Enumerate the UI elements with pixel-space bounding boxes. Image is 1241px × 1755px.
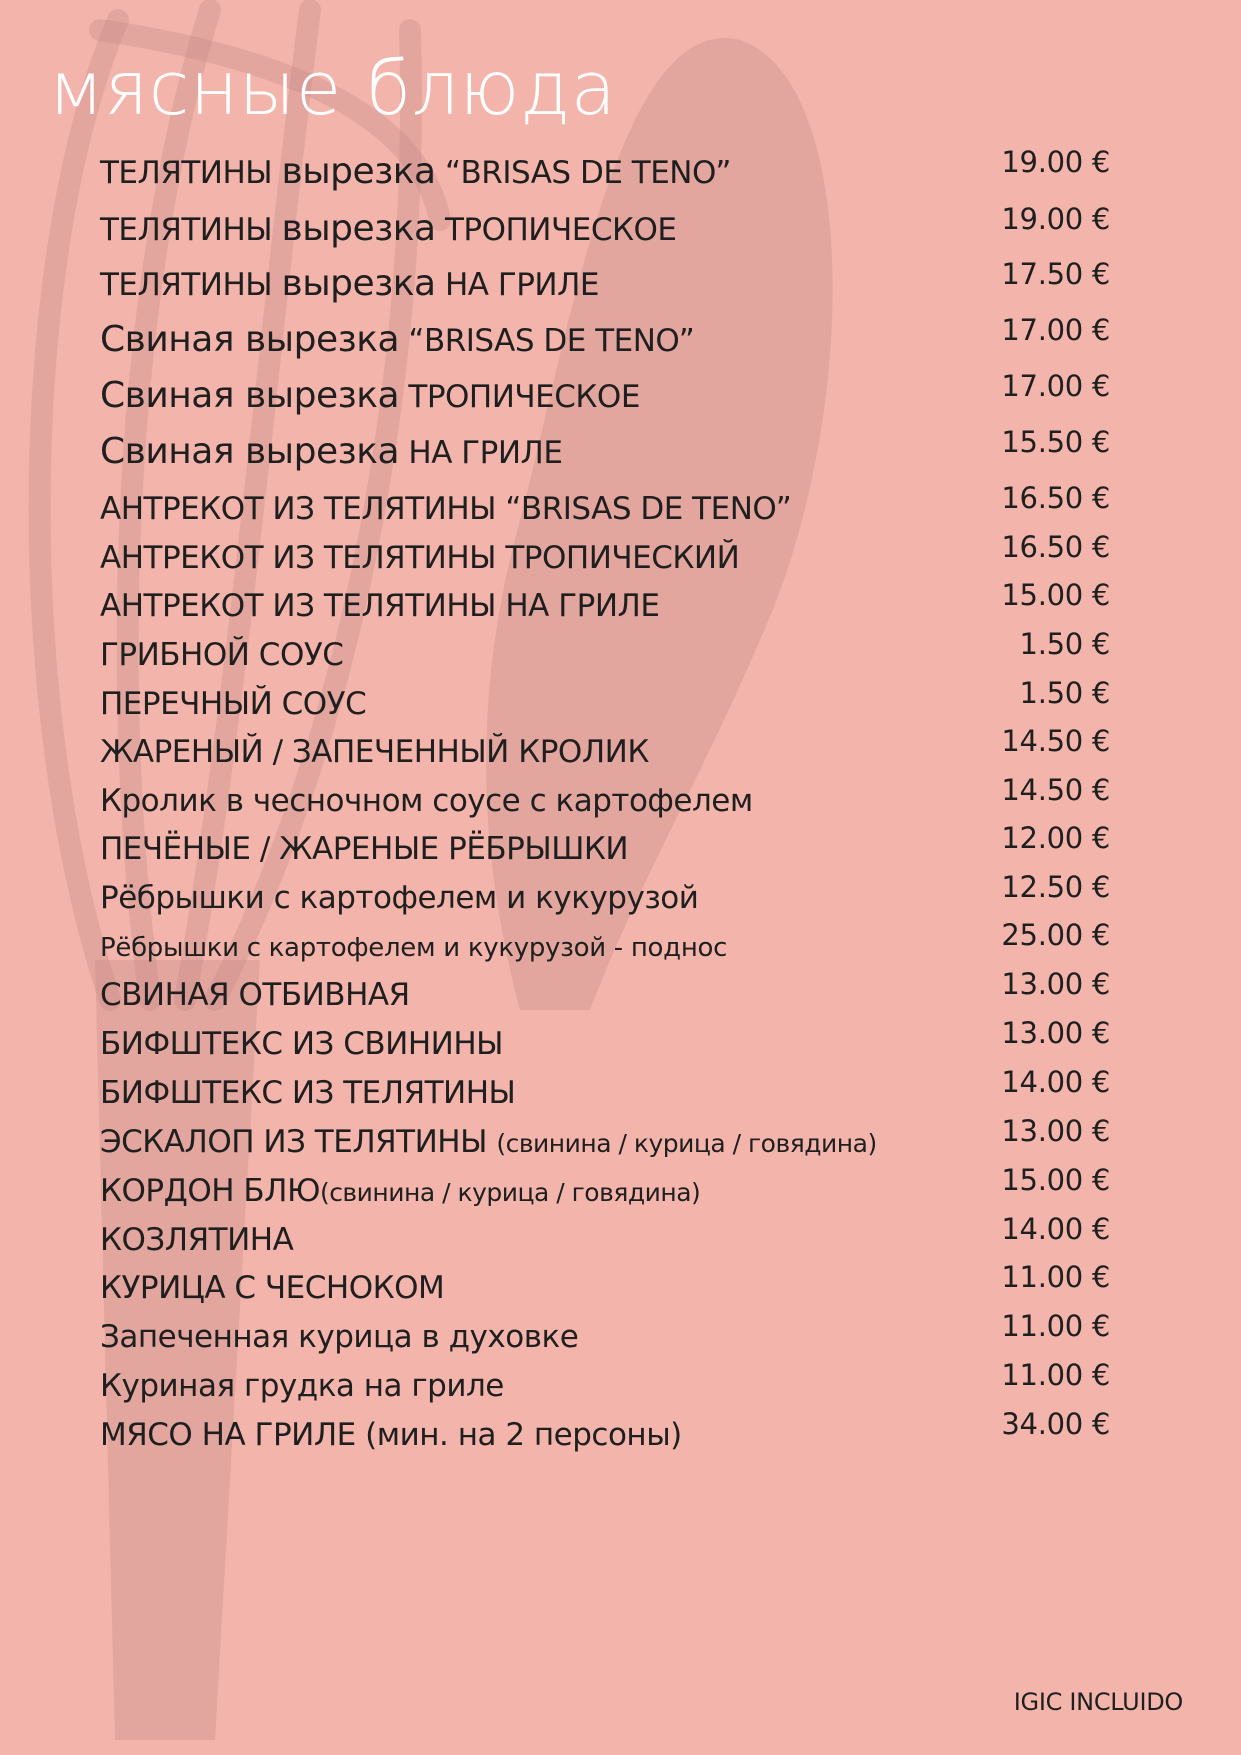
dish-name-part: Свиная вырезка <box>100 375 400 416</box>
dish-name-part: НА ГРИЛЕ <box>435 267 600 303</box>
menu-item <box>100 1163 1110 1216</box>
dish-name-part: Свиная вырезка <box>100 319 400 360</box>
menu-item <box>100 1407 1110 1460</box>
dish-name <box>100 1416 682 1452</box>
dish-name-part: ГРИБНОЙ СОУС <box>100 637 344 673</box>
dish-name <box>100 733 649 769</box>
menu-item <box>100 918 1110 971</box>
menu-item <box>100 1358 1110 1411</box>
dish-price: 17.00 € <box>1001 313 1110 347</box>
dish-name-part: Рёбрышки с картофелем и кукурузой <box>100 880 699 916</box>
menu-item <box>100 676 1110 729</box>
dish-price: 11.00 € <box>1001 1309 1110 1343</box>
dish-price: 19.00 € <box>1001 202 1110 236</box>
dish-name <box>100 375 640 416</box>
dish-name <box>100 431 563 472</box>
tax-note: IGIC INCLUIDO <box>1013 1688 1183 1716</box>
dish-price: 25.00 € <box>1001 918 1110 952</box>
dish-price: 1.50 € <box>1019 676 1110 710</box>
menu-item <box>100 1065 1110 1118</box>
dish-name <box>100 1074 515 1110</box>
dish-price: 16.50 € <box>1001 481 1110 515</box>
dish-price: 13.00 € <box>1001 967 1110 1001</box>
menu-item <box>100 1114 1110 1167</box>
dish-price: 19.00 € <box>1001 145 1110 179</box>
dish-name-part: (свинина / курица / говядина) <box>496 1129 877 1158</box>
dish-name-part: КУРИЦА С ЧЕСНОКОМ <box>100 1270 445 1306</box>
menu-item <box>100 627 1110 680</box>
dish-name-part: АНТРЕКОТ ИЗ ТЕЛЯТИНЫ ТРОПИЧЕСКИЙ <box>100 540 740 576</box>
dish-name-part: ТРОПИЧЕСКОЕ <box>435 212 677 248</box>
menu-item <box>100 145 1110 198</box>
page-title: мясные блюда <box>48 46 617 132</box>
menu-item <box>100 313 1110 366</box>
dish-name <box>100 587 659 623</box>
dish-price: 34.00 € <box>1001 1407 1110 1441</box>
dish-price: 17.50 € <box>1001 257 1110 291</box>
menu-item <box>100 1212 1110 1265</box>
dish-price: 16.50 € <box>1001 530 1110 564</box>
dish-name <box>100 490 791 526</box>
dish-name <box>100 879 698 915</box>
dish-name <box>100 1025 503 1061</box>
dish-price: 13.00 € <box>1001 1016 1110 1050</box>
dish-name-part: ТЕЛЯТИНЫ <box>100 155 282 191</box>
dish-price: 14.50 € <box>1001 773 1110 807</box>
dish-name <box>100 830 628 866</box>
dish-name-part: Свиная вырезка <box>100 431 400 472</box>
menu-item <box>100 724 1110 777</box>
dish-name-part: ТРОПИЧЕСКОЕ <box>399 379 640 415</box>
dish-price: 13.00 € <box>1001 1114 1110 1148</box>
dish-name-part: вырезка <box>281 151 436 192</box>
dish-name-part: Запеченная курица в духовке <box>100 1319 579 1355</box>
dish-price: 14.50 € <box>1001 724 1110 758</box>
dish-price: 11.00 € <box>1001 1358 1110 1392</box>
dish-name-part: (свинина / курица / говядина) <box>319 1178 701 1207</box>
dish-name-part: АНТРЕКОТ ИЗ ТЕЛЯТИНЫ НА ГРИЛЕ <box>100 588 660 624</box>
menu-item <box>100 967 1110 1020</box>
dish-name-part: БИФШТЕКС ИЗ ТЕЛЯТИНЫ <box>100 1075 516 1111</box>
menu-item <box>100 425 1110 478</box>
dish-name-part: ТЕЛЯТИНЫ <box>100 212 282 248</box>
dish-name <box>100 539 739 575</box>
menu-item <box>100 773 1110 826</box>
menu-item <box>100 257 1110 310</box>
menu-item <box>100 202 1110 255</box>
dish-name <box>100 1221 293 1257</box>
dish-price: 15.50 € <box>1001 425 1110 459</box>
dish-name <box>100 1318 578 1354</box>
dish-name-part: Куриная грудка на гриле <box>100 1368 504 1404</box>
dish-name-part: ПЕРЕЧНЫЙ СОУС <box>100 686 367 722</box>
dish-name-part: “BRISAS DE TENO” <box>435 155 731 191</box>
menu-item <box>100 578 1110 631</box>
dish-name <box>100 208 677 249</box>
dish-name-part: МЯСО НА ГРИЛЕ (мин. на 2 персоны) <box>100 1417 682 1453</box>
menu-item <box>100 1309 1110 1362</box>
dish-name <box>100 782 753 818</box>
dish-name-part: НА ГРИЛЕ <box>399 435 563 471</box>
dish-name <box>100 1123 877 1159</box>
dish-name <box>100 319 695 360</box>
dish-price: 15.00 € <box>1001 1163 1110 1197</box>
dish-name-part: КОЗЛЯТИНА <box>100 1222 294 1258</box>
menu-item <box>100 1260 1110 1313</box>
dish-name-part: “BRISAS DE TENO” <box>399 323 695 359</box>
dish-name-part: БИФШТЕКС ИЗ СВИНИНЫ <box>100 1026 504 1062</box>
dish-price: 14.00 € <box>1001 1065 1110 1099</box>
dish-price: 12.00 € <box>1001 821 1110 855</box>
dish-name-part: вырезка <box>281 263 436 304</box>
dish-price: 12.50 € <box>1001 870 1110 904</box>
menu-item <box>100 530 1110 583</box>
menu-item <box>100 481 1110 534</box>
dish-price: 11.00 € <box>1001 1260 1110 1294</box>
dish-name-part: ЭСКАЛОП ИЗ ТЕЛЯТИНЫ <box>100 1124 497 1160</box>
dish-name <box>100 685 366 721</box>
dish-name-part: вырезка <box>281 208 436 249</box>
dish-name <box>100 263 600 304</box>
dish-name <box>100 1269 444 1305</box>
dish-name <box>100 1367 504 1403</box>
dish-name <box>100 636 343 672</box>
dish-price: 15.00 € <box>1001 578 1110 612</box>
menu-item <box>100 870 1110 923</box>
dish-name-part: ПЕЧЁНЫЕ / ЖАРЕНЫЕ РЁБРЫШКИ <box>100 831 629 867</box>
menu-item <box>100 1016 1110 1069</box>
menu-item <box>100 369 1110 422</box>
dish-name-part: Кролик в чесночном соусе с картофелем <box>100 783 753 819</box>
dish-name-part: АНТРЕКОТ ИЗ ТЕЛЯТИНЫ “BRISAS DE TENO” <box>100 491 792 527</box>
dish-name <box>100 976 410 1012</box>
dish-name-part: ТЕЛЯТИНЫ <box>100 267 282 303</box>
dish-name-part: ЖАРЕНЫЙ / ЗАПЕЧЕННЫЙ КРОЛИК <box>100 734 649 770</box>
dish-name-part: КОРДОН БЛЮ <box>100 1173 320 1209</box>
dish-name-part: СВИНАЯ ОТБИВНАЯ <box>100 977 410 1013</box>
dish-price: 14.00 € <box>1001 1212 1110 1246</box>
dish-name <box>100 1172 700 1208</box>
dish-name-part: Рёбрышки с картофелем и кукурузой - поднос <box>100 933 728 963</box>
dish-name <box>100 151 731 192</box>
dish-name <box>100 927 727 963</box>
dish-price: 1.50 € <box>1019 627 1110 661</box>
dish-price: 17.00 € <box>1001 369 1110 403</box>
menu-item <box>100 821 1110 874</box>
